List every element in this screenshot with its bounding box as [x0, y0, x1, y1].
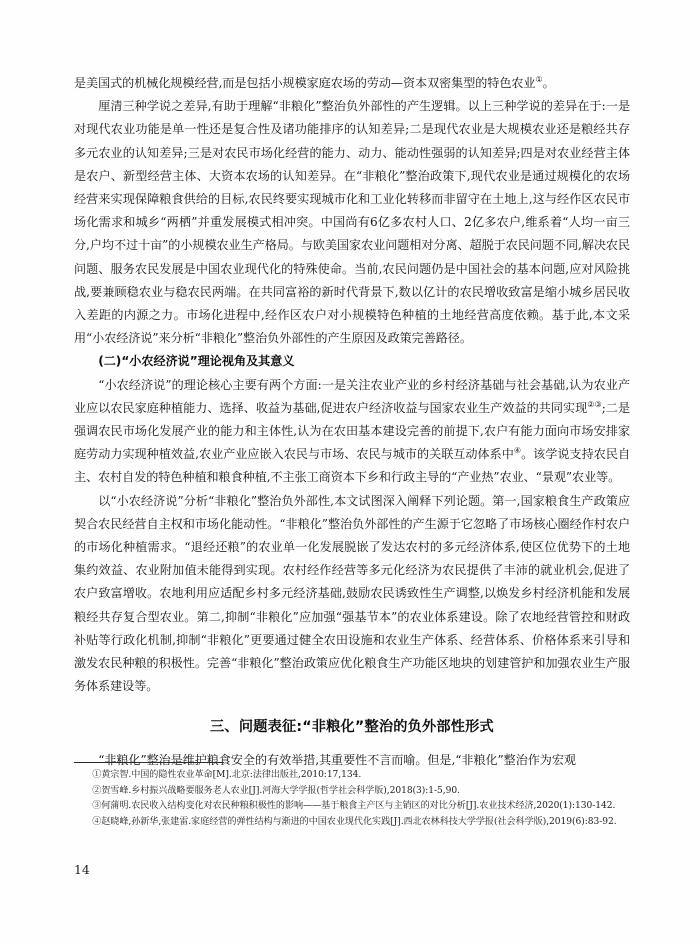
footnote-area [74, 762, 630, 830]
paragraph-three-theories: 厘清三种学说之差异,有助于理解“非粮化”整治负外部性的产生逻辑。以上三种学说的差异在于:一是对现代农业功能是单一性还是复合性及诸功能排序的认知差异;二是现代农业是大规模农业还是粮经共存多元农业的认知差异;三是对农民市场化经营的能力、动力、能动性强弱的认知差异;四是对农业经营主体是农户、新型经营主体、大资本农场的认知差异。在“非粮化”整治政策下,现代农业是通过规模化的农场经营来实现保障粮食供给的目标,农民终要实现城市化和工业化转移而非留守在土地上,这与经作区农民市场化需求和城乡“两栖”并重发展模式相冲突。中国尚有6亿多农村人口、2亿多农户,维系着“人均一亩三分,户均不过十亩”的小规模农业生产格局。与欧美国家农业问题相对分离、超脱于农民问题不同,解决农民问题、服务农民发展是中国农业现代化的特殊使命。当前,农民问题仍是中国社会的基本问题,应对风险挑战,要兼顾稳农业与稳农民两端。在共同富裕的新时代背景下,数以亿计的农民增收致富是缩小城乡居民收入差距的内源之力。市场化进程中,经作区农户对小规模特色种植的土地经营高度依赖。基于此,本文采用“小农经济说”来分析“非粮化”整治负外部性的产生原因及政策完善路径。 [74, 99, 630, 346]
footnote-ref-1[interactable]: ① [535, 74, 543, 84]
sub-heading-section-two-part-two: (二)“小农经济说”理论视角及其意义 [98, 354, 295, 369]
footnote-item-3: ③何蒲明.农民收入结构变化对农民种粮积极性的影响——基于粮食主产区与主销区的对比分析[J].农业技术经济,2020(1):130-142. [92, 801, 616, 812]
page-body-content [74, 72, 630, 773]
footnote-item-2: ②贺雪峰.乡村振兴战略要服务老人农业[J].河海大学学报(哲学社会科学版),2018(3):1-5,90. [92, 785, 460, 796]
paragraph-continued-tail: 。 [542, 76, 555, 90]
paragraph-continued [74, 72, 630, 95]
paragraph-theory-core [74, 374, 630, 490]
footnote-ref-2-3[interactable]: ②③ [587, 399, 602, 409]
footnote-item-4: ④赵晓峰,孙新华,张建雷.家庭经营的弹性结构与渐进的中国农业现代化实践[J].西北农林科技大学学报(社会科学版),2019(6):83-92. [92, 816, 617, 827]
theory-core-segment-3: 。该学说支持农民自主、农村自发的特色种植和粮食种植,不主张工商资本下乡和行政主导的“产业热”农业、“景观”农业等。 [74, 447, 630, 485]
paragraph-propositions: 以“小农经济说”分析“非粮化”整治负外部性,本文试图深入阐释下列论题。第一,国家粮食生产政策应契合农民经营自主权和市场化能动性。“非粮化”整治负外部性的产生源于它忽略了市场核心圈经作村农户的市场化种植需求。“退经还粮”的农业单一化发展脱嵌了发达农村的多元经济体系,使区位优势下的土地集约效益、农业附加值未能得到实现。农村经作经营等多元化经济为农民提供了丰沛的就业机会,促进了农户致富增收。农地利用应适配乡村多元经济基础,鼓励农民诱致性生产调整,以焕发乡村经济机能和发展粮经共存复合型农业。第二,抑制“非粮化”应加强“强基节本”的农业体系建设。除了农地经营管控和财政补贴等行政化机制,抑制“非粮化”更要通过健全农田设施和农业生产体系、经营体系、价格体系来引导和激发农民种粮的积极性。完善“非粮化”整治政策应优化粮食生产功能区地块的划建管护和加强农业生产服务体系建设等。 [74, 493, 630, 694]
footnote-separator-rule [74, 762, 224, 763]
theory-core-segment-1: “小农经济说”的理论核心主要有两个方面:一是关注农业产业的乡村经济基础与社会基础,认为农业产业应以农民家庭种植能力、选择、收益为基础,促进农户经济收益与国家农业生产效益的共同实现 [74, 377, 630, 415]
section-heading-three: 三、问题表征:“非粮化”整治的负外部性形式 [210, 719, 494, 736]
theory-core-segment-2: ;二是强调农民市场化发展产业的能力和主体性,认为在农田基本建设完善的前提下,农户有能力面向市场安排家庭劳动力实现种植效益,农业产业应嵌入农民与市场、农民与城市的关联互动体系中 [74, 400, 630, 462]
page-number: 14 [74, 862, 90, 877]
footnote-ref-4[interactable]: ④ [513, 446, 522, 456]
footnote-item-1: ①黄宗智.中国的隐性农业革命[M].北京:法律出版社,2010:17,134. [92, 770, 362, 780]
paragraph-section-three-opening: “非粮化”整治是维护粮食安全的有效举措,其重要性不言而喻。但是,“非粮化”整治作为宏观 [98, 753, 576, 768]
paragraph-continued-text: 是美国式的机械化规模经营,而是包括小规模家庭农场的劳动—资本双密集型的特色农业 [74, 76, 536, 90]
